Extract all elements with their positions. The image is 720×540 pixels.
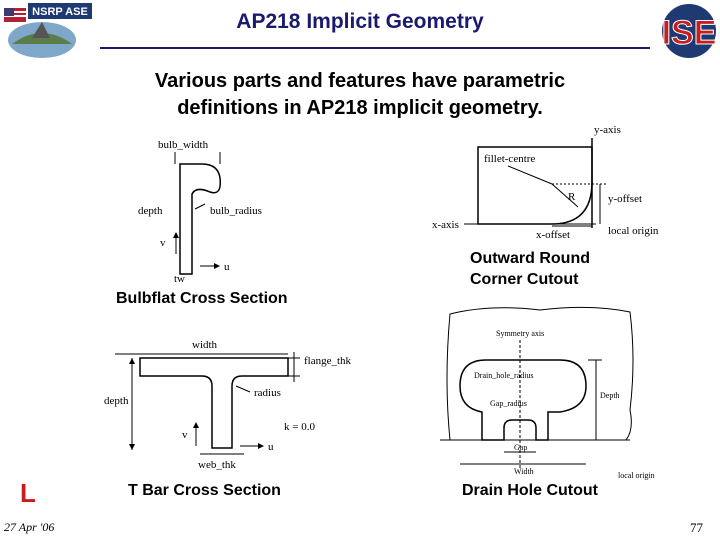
tbar-width-label: width [192, 339, 218, 351]
svg-text:NSRP ASE: NSRP ASE [32, 6, 88, 18]
bulbflat-diagram [130, 134, 300, 284]
round-corner-caption-line-2: Corner Cutout [470, 271, 579, 288]
bulbflat-bulb-radius-label: bulb_radius [210, 205, 262, 217]
drain-hole-radius-label: Drain_hole_radius [474, 371, 534, 380]
round-fillet-centre-label: fillet-centre [484, 153, 536, 165]
bulbflat-v-label: v [160, 237, 166, 249]
drain-gap-radius-label: Gap_radius [490, 399, 527, 408]
round-local-origin-label: local origin [608, 225, 659, 237]
round-y-axis-label: y-axis [594, 124, 621, 136]
drain-width-label: Width [514, 467, 534, 476]
title-rule [100, 47, 650, 50]
round-corner-caption-line-1: Outward Round [470, 250, 590, 267]
section-letter: L [20, 478, 36, 508]
drain-hole-diagram [430, 300, 670, 480]
bulbflat-u-label: u [224, 261, 230, 273]
tbar-web-thk-label: web_thk [198, 459, 236, 471]
round-corner-caption [470, 248, 590, 290]
bulbflat-bulb-width-label: bulb_width [158, 139, 209, 151]
round-x-axis-label: x-axis [432, 219, 459, 231]
tbar-u-label: u [268, 441, 274, 453]
tbar-caption: T Bar Cross Section [128, 482, 281, 499]
drain-hole-caption: Drain Hole Cutout [462, 482, 598, 499]
drain-depth-label: Depth [600, 391, 620, 400]
round-r-label: R [568, 191, 576, 203]
tbar-flange-thk-label: flange_thk [304, 355, 352, 367]
tbar-radius-label: radius [254, 387, 281, 399]
drain-gap-label: Gap [514, 443, 528, 452]
tbar-k-label: k = 0.0 [284, 421, 315, 433]
ise-logo [660, 2, 718, 60]
round-x-offset-label: x-offset [536, 229, 571, 241]
subtitle-line-2: definitions in AP218 implicit geometry. [177, 97, 543, 119]
subtitle-line-1: Various parts and features have parametric [154, 70, 566, 92]
bulbflat-depth-label: depth [138, 205, 163, 217]
round-y-offset-label: y-offset [608, 193, 643, 205]
slide-title: AP218 Implicit Geometry [236, 10, 484, 33]
page-number: 77 [690, 520, 703, 535]
drain-local-origin-label: local origin [618, 471, 655, 480]
svg-text:ISE: ISE [661, 14, 717, 52]
bulbflat-caption: Bulbflat Cross Section [116, 290, 288, 307]
round-corner-diagram [428, 122, 678, 244]
tbar-depth-label: depth [104, 395, 129, 407]
tbar-v-label: v [182, 429, 188, 441]
slide-date: 27 Apr '06 [4, 520, 55, 534]
bulbflat-tw-label: tw [174, 273, 185, 284]
tbar-diagram [100, 328, 360, 474]
slide-subtitle [60, 68, 660, 122]
drain-symmetry-axis-label: Symmetry axis [496, 329, 545, 338]
